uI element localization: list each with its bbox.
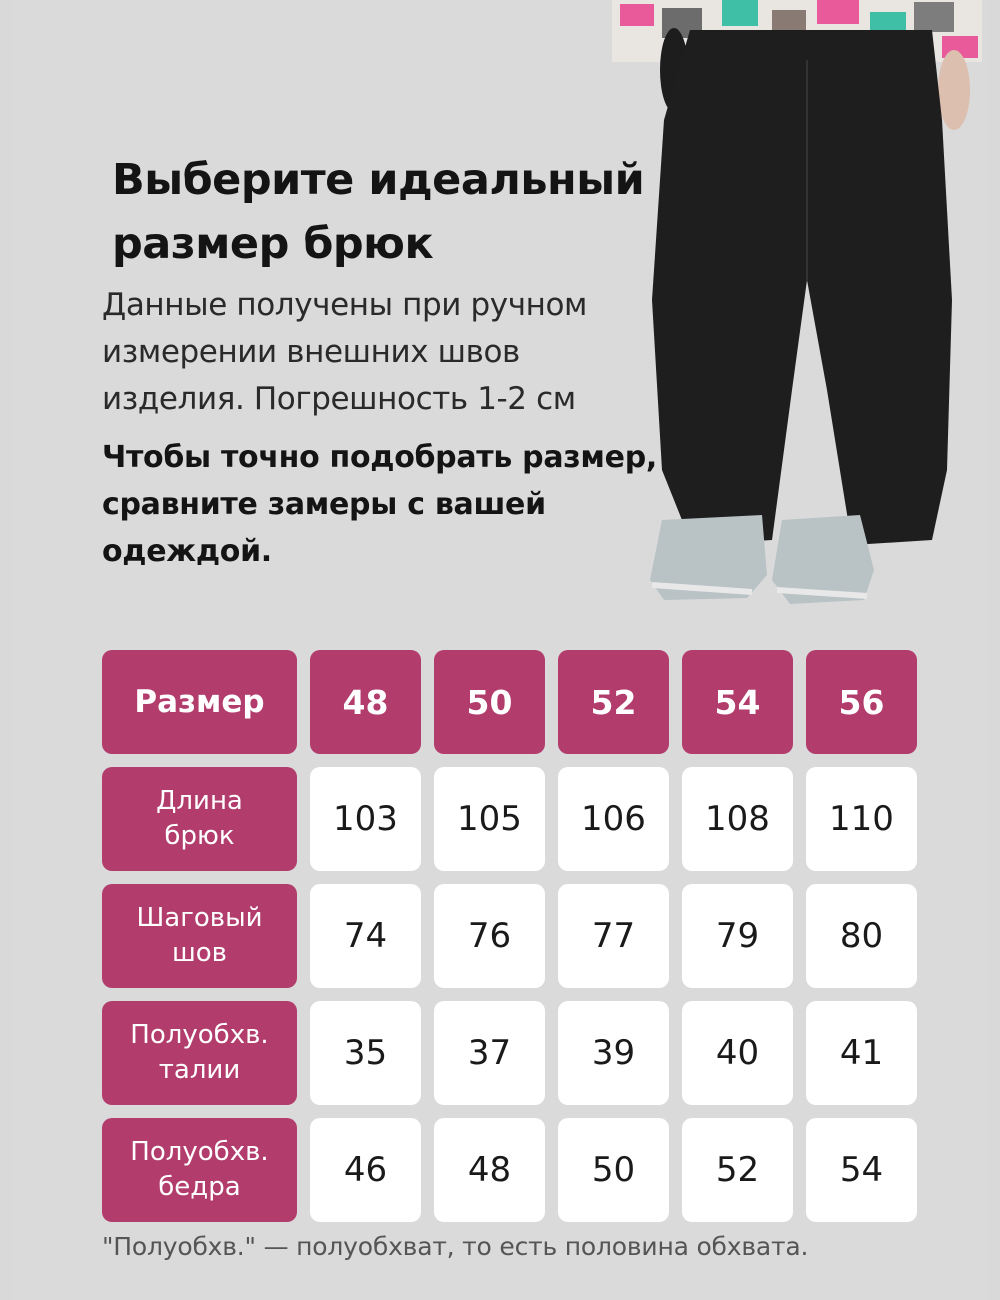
intro-text: Данные получены при ручном измерении внешних швов изделия. Погрешность 1-2 см: [102, 287, 588, 417]
table-cell: 39: [558, 1001, 669, 1105]
size-header-label: Размер: [102, 650, 297, 754]
table-cell: 106: [558, 767, 669, 871]
table-cell: 110: [806, 767, 917, 871]
table-cell: 77: [558, 884, 669, 988]
size-table: [102, 650, 918, 1235]
table-row-trouser-length: [102, 767, 918, 871]
size-header-cell: 54: [682, 650, 793, 754]
footnote: "Полуобхв." — полуобхват, то есть половина обхвата.: [102, 1232, 809, 1261]
table-row-half-hip: [102, 1118, 918, 1222]
table-cell: 41: [806, 1001, 917, 1105]
size-chart-page: [12, 0, 988, 1300]
size-header-cell: 56: [806, 650, 917, 754]
row-label-trouser-length: Длина брюк: [102, 767, 297, 871]
size-header-cell: 48: [310, 650, 421, 754]
table-cell: 105: [434, 767, 545, 871]
table-cell: 74: [310, 884, 421, 988]
table-row-half-waist: [102, 1001, 918, 1105]
table-cell: 35: [310, 1001, 421, 1105]
table-cell: 79: [682, 884, 793, 988]
row-label-half-waist: Полуобхв. талии: [102, 1001, 297, 1105]
table-cell: 80: [806, 884, 917, 988]
row-label-half-hip: Полуобхв. бедра: [102, 1118, 297, 1222]
table-cell: 52: [682, 1118, 793, 1222]
row-label-inseam: Шаговый шов: [102, 884, 297, 988]
table-cell: 37: [434, 1001, 545, 1105]
table-cell: 76: [434, 884, 545, 988]
table-cell: 48: [434, 1118, 545, 1222]
table-cell: 103: [310, 767, 421, 871]
table-cell: 108: [682, 767, 793, 871]
table-cell: 54: [806, 1118, 917, 1222]
table-cell: 40: [682, 1001, 793, 1105]
size-header-cell: 52: [558, 650, 669, 754]
size-header-cell: 50: [434, 650, 545, 754]
callout-text: Чтобы точно подобрать размер, сравните замеры с вашей одеждой.: [102, 440, 657, 569]
table-cell: 46: [310, 1118, 421, 1222]
page-title: Выберите идеальный размер брюк: [112, 155, 645, 269]
table-row-inseam: [102, 884, 918, 988]
table-cell: 50: [558, 1118, 669, 1222]
table-header-row: [102, 650, 918, 754]
